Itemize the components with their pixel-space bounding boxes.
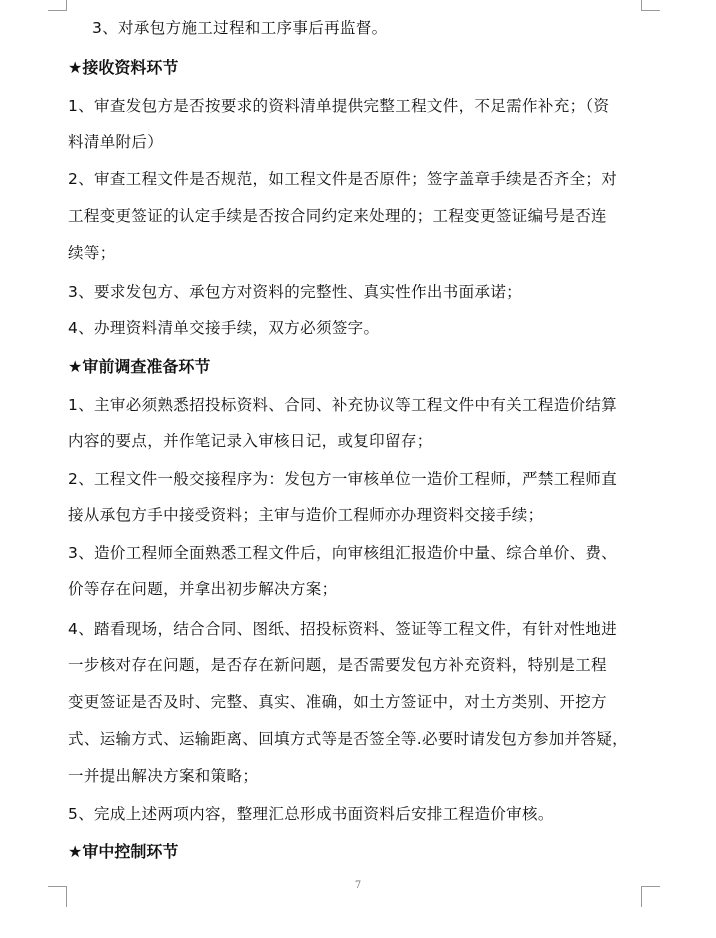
- section-heading: ★审前调查准备环节: [68, 357, 211, 376]
- paragraph-line: 4、踏看现场，结合合同、图纸、招投标资料、签证等工程文件，有针对性地进: [68, 620, 618, 638]
- paragraph-line: 1、审查发包方是否按要求的资料清单提供完整工程文件，不足需作补充；（资: [68, 97, 610, 115]
- paragraph-line: 5、完成上述两项内容，整理汇总形成书面资料后安排工程造价审核。: [68, 805, 554, 823]
- crop-mark-top-right: [641, 0, 660, 11]
- paragraph-line: 1、主审必须熟悉招投标资料、合同、补充协议等工程文件中有关工程造价结算: [68, 396, 618, 414]
- paragraph-line: 工程变更签证的认定手续是否按合同约定来处理的；工程变更签证编号是否连: [68, 207, 607, 225]
- paragraph-line: 变更签证是否及时、完整、真实、准确，如土方签证中，对土方类别、开挖方: [68, 693, 607, 711]
- paragraph-line: 4、办理资料清单交接手续，双方必须签字。: [68, 319, 380, 337]
- paragraph-line: 3、对承包方施工过程和工序事后再监督。: [92, 19, 388, 37]
- section-heading: ★接收资料环节: [68, 58, 179, 77]
- paragraph-line: 续等；: [68, 244, 116, 262]
- section-heading: ★审中控制环节: [68, 842, 179, 861]
- paragraph-line: 内容的要点，并作笔记录入审核日记，或复印留存；: [68, 432, 433, 450]
- paragraph-line: 料清单附后）: [68, 133, 164, 151]
- paragraph-line: 一并提出解决方案和策略；: [68, 767, 259, 785]
- paragraph-line: 2、审查工程文件是否规范，如工程文件是否原件；签字盖章手续是否齐全；对: [68, 170, 618, 188]
- paragraph-line: 价等存在问题，并拿出初步解决方案；: [68, 580, 338, 598]
- page-number: 7: [354, 880, 362, 891]
- crop-mark-top-left: [48, 0, 67, 11]
- paragraph-line: 式、运输方式、运输距离、回填方式等是否签全等.必要时请发包方参加并答疑，: [68, 730, 629, 748]
- paragraph-line: 一步核对存在问题，是否存在新问题，是否需要发包方补充资料，特别是工程: [68, 656, 607, 674]
- paragraph-line: 3、造价工程师全面熟悉工程文件后，向审核组汇报造价中量、综合单价、费、: [68, 544, 618, 562]
- paragraph-line: 接从承包方手中接受资料；主审与造价工程师亦办理资料交接手续；: [68, 506, 544, 524]
- paragraph-line: 2、工程文件一般交接程序为：发包方一审核单位一造价工程师，严禁工程师直: [68, 470, 618, 488]
- paragraph-line: 3、要求发包方、承包方对资料的完整性、真实性作出书面承诺；: [68, 283, 523, 301]
